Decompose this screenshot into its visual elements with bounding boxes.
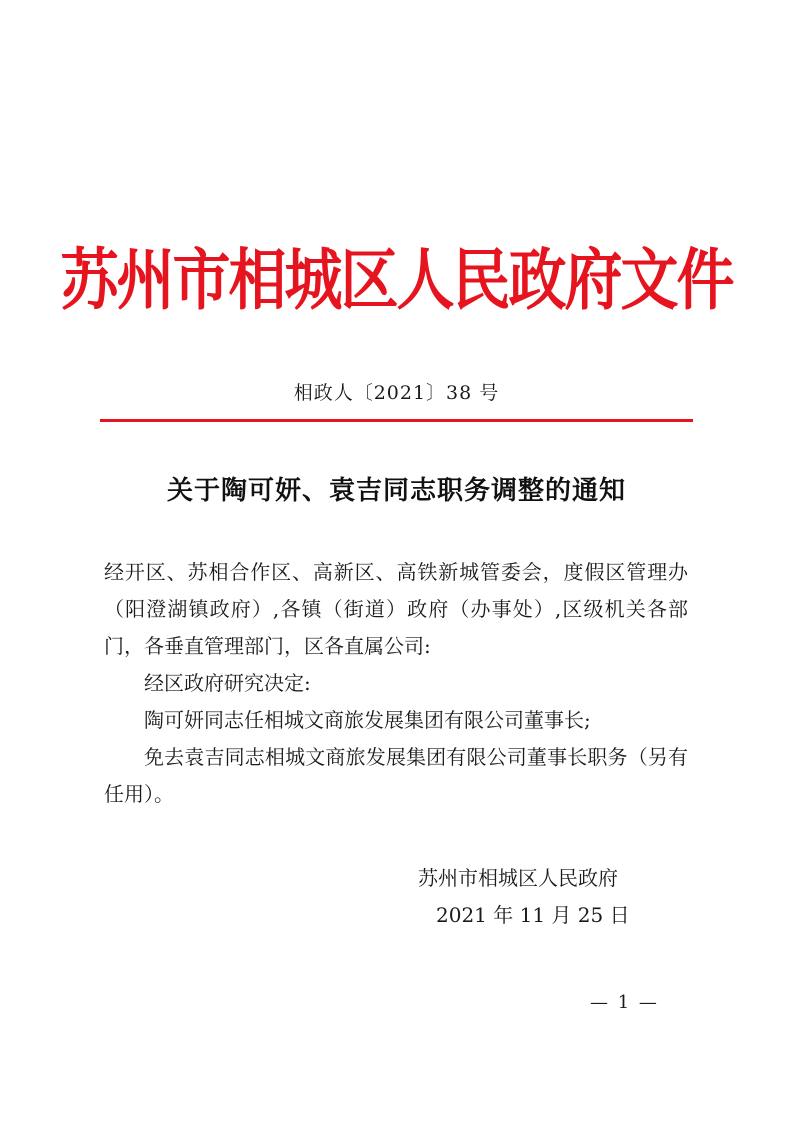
issuer-masthead: 苏州市相城区人民政府文件: [60, 240, 733, 319]
body-paragraph-removal: 免去袁吉同志相城文商旅发展集团有限公司董事长职务（另有任用）。: [104, 745, 688, 806]
document-number: 相政人〔2021〕38 号: [293, 382, 500, 404]
red-divider-line: [100, 419, 693, 422]
page-number: — 1 —: [590, 992, 659, 1013]
signature-organization: 苏州市相城区人民政府: [418, 866, 618, 890]
signature-date: 2021 年 11 月 25 日: [436, 903, 630, 927]
addressee-paragraph: 经开区、苏相合作区、高新区、高铁新城管委会，度假区管理办（阳澄湖镇政府）,各镇（街道）政府（办事处）,区级机关各部门，各垂直管理部门，区各直属公司:: [104, 560, 688, 658]
body-paragraph-decision: 经区政府研究决定:: [144, 671, 311, 695]
body-paragraph-appointment: 陶可妍同志任相城文商旅发展集团有限公司董事长;: [144, 708, 591, 732]
notice-body: [104, 554, 688, 813]
notice-title: 关于陶可妍、袁吉同志职务调整的通知: [166, 476, 626, 506]
